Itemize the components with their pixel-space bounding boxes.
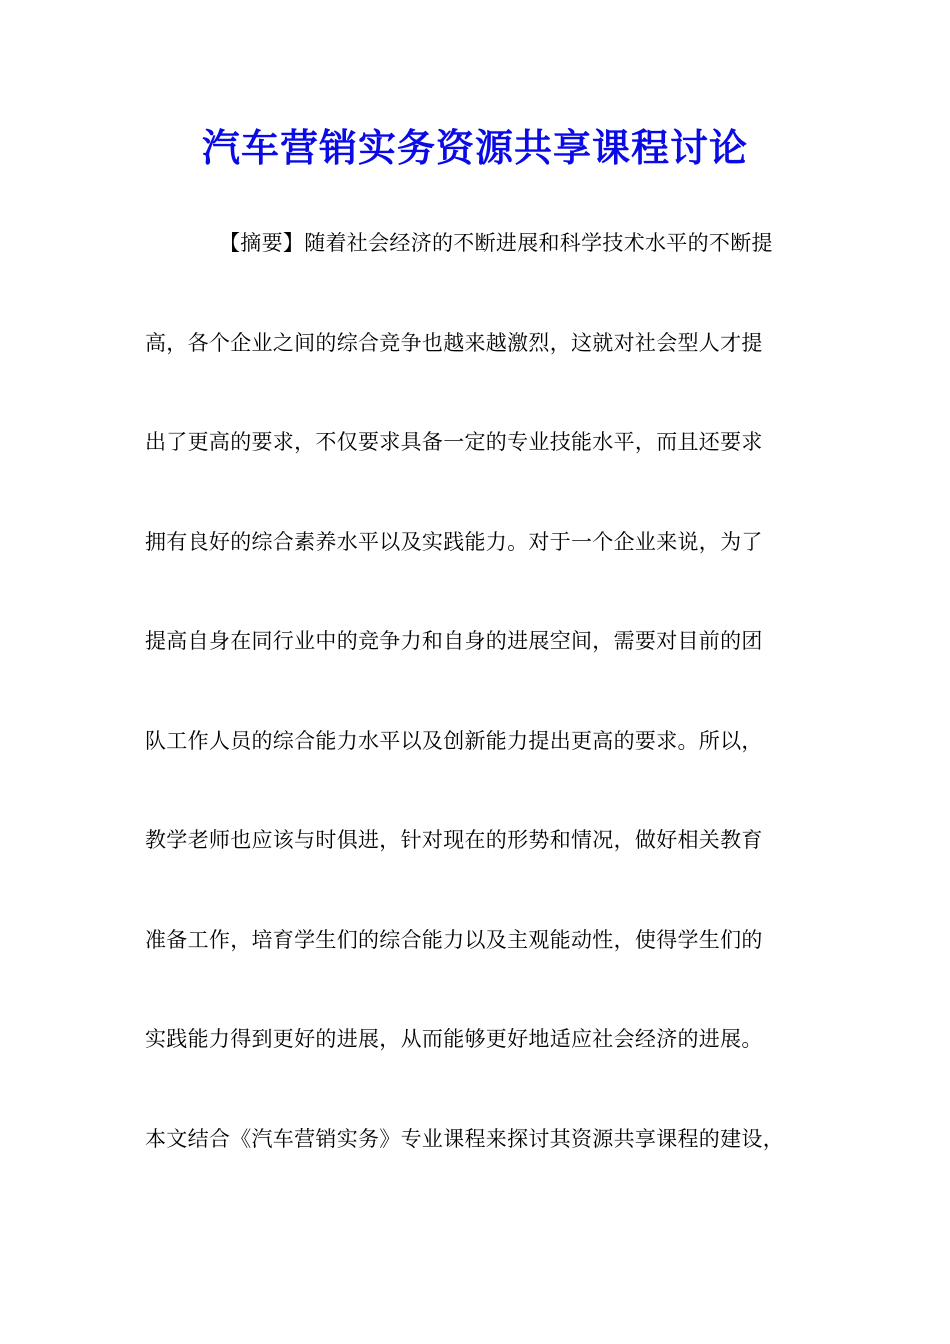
text-line: 准备工作，培育学生们的综合能力以及主观能动性，使得学生们的: [145, 927, 763, 952]
text-line: 出了更高的要求，不仅要求具备一定的专业技能水平，而且还要求: [145, 430, 763, 454]
text-line: 【摘要】随着社会经济的不断进展和科学技术水平的不断提: [219, 231, 773, 255]
abstract-paragraph: [145, 212, 810, 1207]
text-line: 高，各个企业之间的综合竞争也越来越激烈，这就对社会型人才提: [145, 330, 763, 355]
document-title: 汽车营销实务资源共享课程讨论: [201, 125, 748, 170]
text-line: 实践能力得到更好的进展，从而能够更好地适应社会经济的进展。: [145, 1027, 763, 1051]
text-line: 提高自身在同行业中的竞争力和自身的进展空间，需要对目前的团: [145, 629, 763, 653]
text-line: 教学老师也应该与时俱进，针对现在的形势和情况，做好相关教育: [145, 828, 763, 852]
text-line: 拥有良好的综合素养水平以及实践能力。对于一个企业来说，为了: [145, 529, 763, 554]
text-line: 队工作人员的综合能力水平以及创新能力提出更高的要求。所以，: [145, 728, 763, 753]
text-line: 本文结合《汽车营销实务》专业课程来探讨其资源共享课程的建设，: [145, 1126, 784, 1151]
